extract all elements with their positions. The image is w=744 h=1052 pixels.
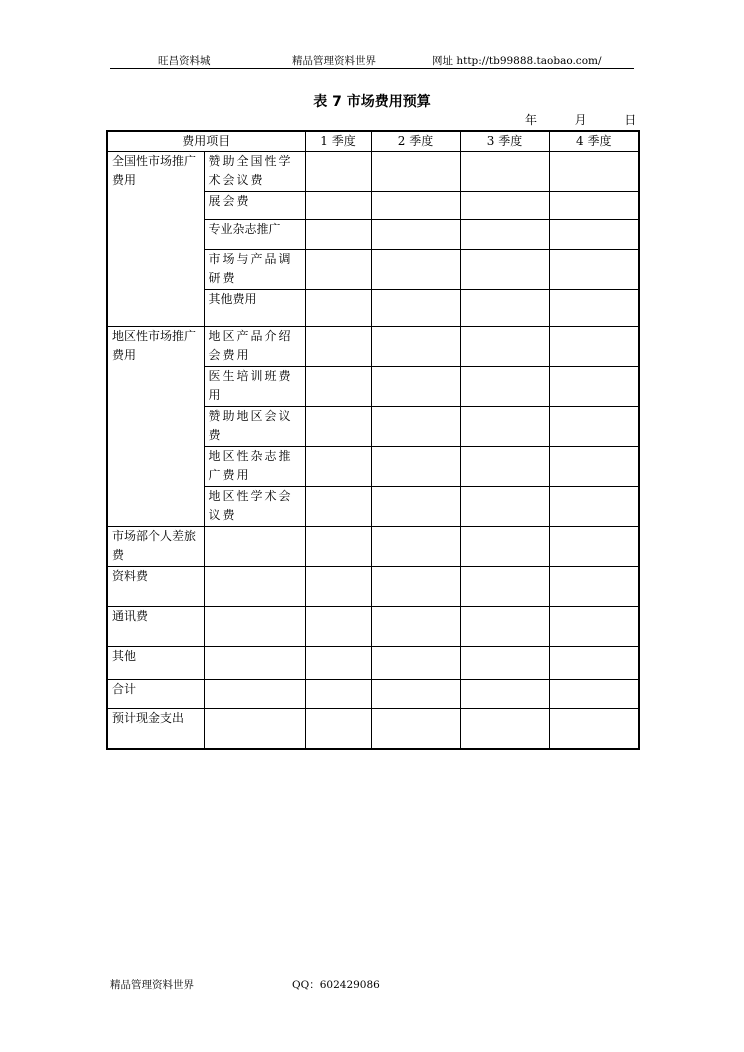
q2-cell — [371, 367, 460, 407]
blank-cell — [204, 527, 305, 567]
row-label: 资料费 — [107, 567, 204, 607]
q2-cell — [371, 250, 460, 290]
row-label: 赞助地区会议费 — [204, 407, 305, 447]
table-row — [107, 680, 639, 709]
q2-cell — [371, 647, 460, 680]
q1-cell — [305, 290, 371, 327]
blank-cell — [204, 607, 305, 647]
q3-cell — [460, 327, 549, 367]
row-label: 合计 — [107, 680, 204, 709]
q1-cell — [305, 647, 371, 680]
q2-cell — [371, 407, 460, 447]
table-header-row — [107, 131, 639, 152]
blank-cell — [204, 567, 305, 607]
row-label: 展会费 — [204, 192, 305, 220]
q1-cell — [305, 220, 371, 250]
q1-cell — [305, 680, 371, 709]
q4-cell — [549, 647, 639, 680]
blank-cell — [204, 680, 305, 709]
row-label: 其他 — [107, 647, 204, 680]
header-left-text: 旺昌资料城 — [158, 55, 211, 67]
date-line — [525, 111, 636, 128]
q1-cell — [305, 192, 371, 220]
q4-cell — [549, 250, 639, 290]
q1-cell — [305, 367, 371, 407]
q2-cell — [371, 567, 460, 607]
q3-cell — [460, 709, 549, 749]
column-header-q4: 4 季度 — [549, 131, 639, 152]
q1-cell — [305, 487, 371, 527]
q1-cell — [305, 447, 371, 487]
q1-cell — [305, 607, 371, 647]
q4-cell — [549, 152, 639, 192]
page-title: 表 7 市场费用预算 — [313, 94, 431, 110]
date-year: 年 — [525, 113, 538, 127]
q2-cell — [371, 709, 460, 749]
q1-cell — [305, 567, 371, 607]
row-label: 地区性学术会议费 — [204, 487, 305, 527]
q3-cell — [460, 680, 549, 709]
header-website-text: 网址 http://tb99888.taobao.com/ — [432, 55, 602, 67]
q2-cell — [371, 447, 460, 487]
row-label: 市场与产品调研费 — [204, 250, 305, 290]
row-label: 其他费用 — [204, 290, 305, 327]
row-label: 地区性杂志推广费用 — [204, 447, 305, 487]
row-label: 赞助全国性学术会议费 — [204, 152, 305, 192]
row-label: 通讯费 — [107, 607, 204, 647]
row-label: 预计现金支出 — [107, 709, 204, 749]
footer-qq-text: QQ：602429086 — [292, 979, 380, 991]
header-middle-text: 精品管理资料世界 — [292, 55, 376, 67]
footer-left-text: 精品管理资料世界 — [110, 979, 194, 991]
q4-cell — [549, 709, 639, 749]
q3-cell — [460, 527, 549, 567]
table-row — [107, 607, 639, 647]
q4-cell — [549, 447, 639, 487]
column-header-q3: 3 季度 — [460, 131, 549, 152]
q4-cell — [549, 327, 639, 367]
q4-cell — [549, 290, 639, 327]
table-row — [107, 709, 639, 749]
table-row — [107, 647, 639, 680]
q4-cell — [549, 487, 639, 527]
q3-cell — [460, 290, 549, 327]
date-day: 日 — [624, 113, 637, 127]
budget-table — [106, 130, 640, 750]
q3-cell — [460, 647, 549, 680]
row-label: 医生培训班费用 — [204, 367, 305, 407]
column-header-q2: 2 季度 — [371, 131, 460, 152]
q3-cell — [460, 487, 549, 527]
blank-cell — [204, 709, 305, 749]
blank-cell — [204, 647, 305, 680]
q1-cell — [305, 709, 371, 749]
q4-cell — [549, 367, 639, 407]
q4-cell — [549, 607, 639, 647]
q4-cell — [549, 220, 639, 250]
q2-cell — [371, 487, 460, 527]
q1-cell — [305, 527, 371, 567]
q1-cell — [305, 250, 371, 290]
row-label: 专业杂志推广 — [204, 220, 305, 250]
q4-cell — [549, 192, 639, 220]
q4-cell — [549, 567, 639, 607]
page-header — [110, 52, 634, 69]
q2-cell — [371, 290, 460, 327]
q2-cell — [371, 527, 460, 567]
q3-cell — [460, 220, 549, 250]
row-label: 市场部个人差旅费 — [107, 527, 204, 567]
q3-cell — [460, 152, 549, 192]
q2-cell — [371, 192, 460, 220]
table-row — [107, 527, 639, 567]
column-header-item: 费用项目 — [107, 131, 305, 152]
q3-cell — [460, 607, 549, 647]
date-month: 月 — [574, 113, 587, 127]
q4-cell — [549, 527, 639, 567]
q2-cell — [371, 327, 460, 367]
q4-cell — [549, 680, 639, 709]
group-label-national: 全国性市场推广费用 — [107, 152, 204, 327]
q3-cell — [460, 367, 549, 407]
q3-cell — [460, 447, 549, 487]
table-row — [107, 327, 639, 367]
q3-cell — [460, 250, 549, 290]
group-label-regional: 地区性市场推广费用 — [107, 327, 204, 527]
q1-cell — [305, 327, 371, 367]
q3-cell — [460, 407, 549, 447]
table-row — [107, 567, 639, 607]
q2-cell — [371, 152, 460, 192]
q3-cell — [460, 192, 549, 220]
q1-cell — [305, 407, 371, 447]
q4-cell — [549, 407, 639, 447]
table-row — [107, 152, 639, 192]
column-header-q1: 1 季度 — [305, 131, 371, 152]
q2-cell — [371, 220, 460, 250]
row-label: 地区产品介绍会费用 — [204, 327, 305, 367]
q1-cell — [305, 152, 371, 192]
q3-cell — [460, 567, 549, 607]
q2-cell — [371, 680, 460, 709]
q2-cell — [371, 607, 460, 647]
